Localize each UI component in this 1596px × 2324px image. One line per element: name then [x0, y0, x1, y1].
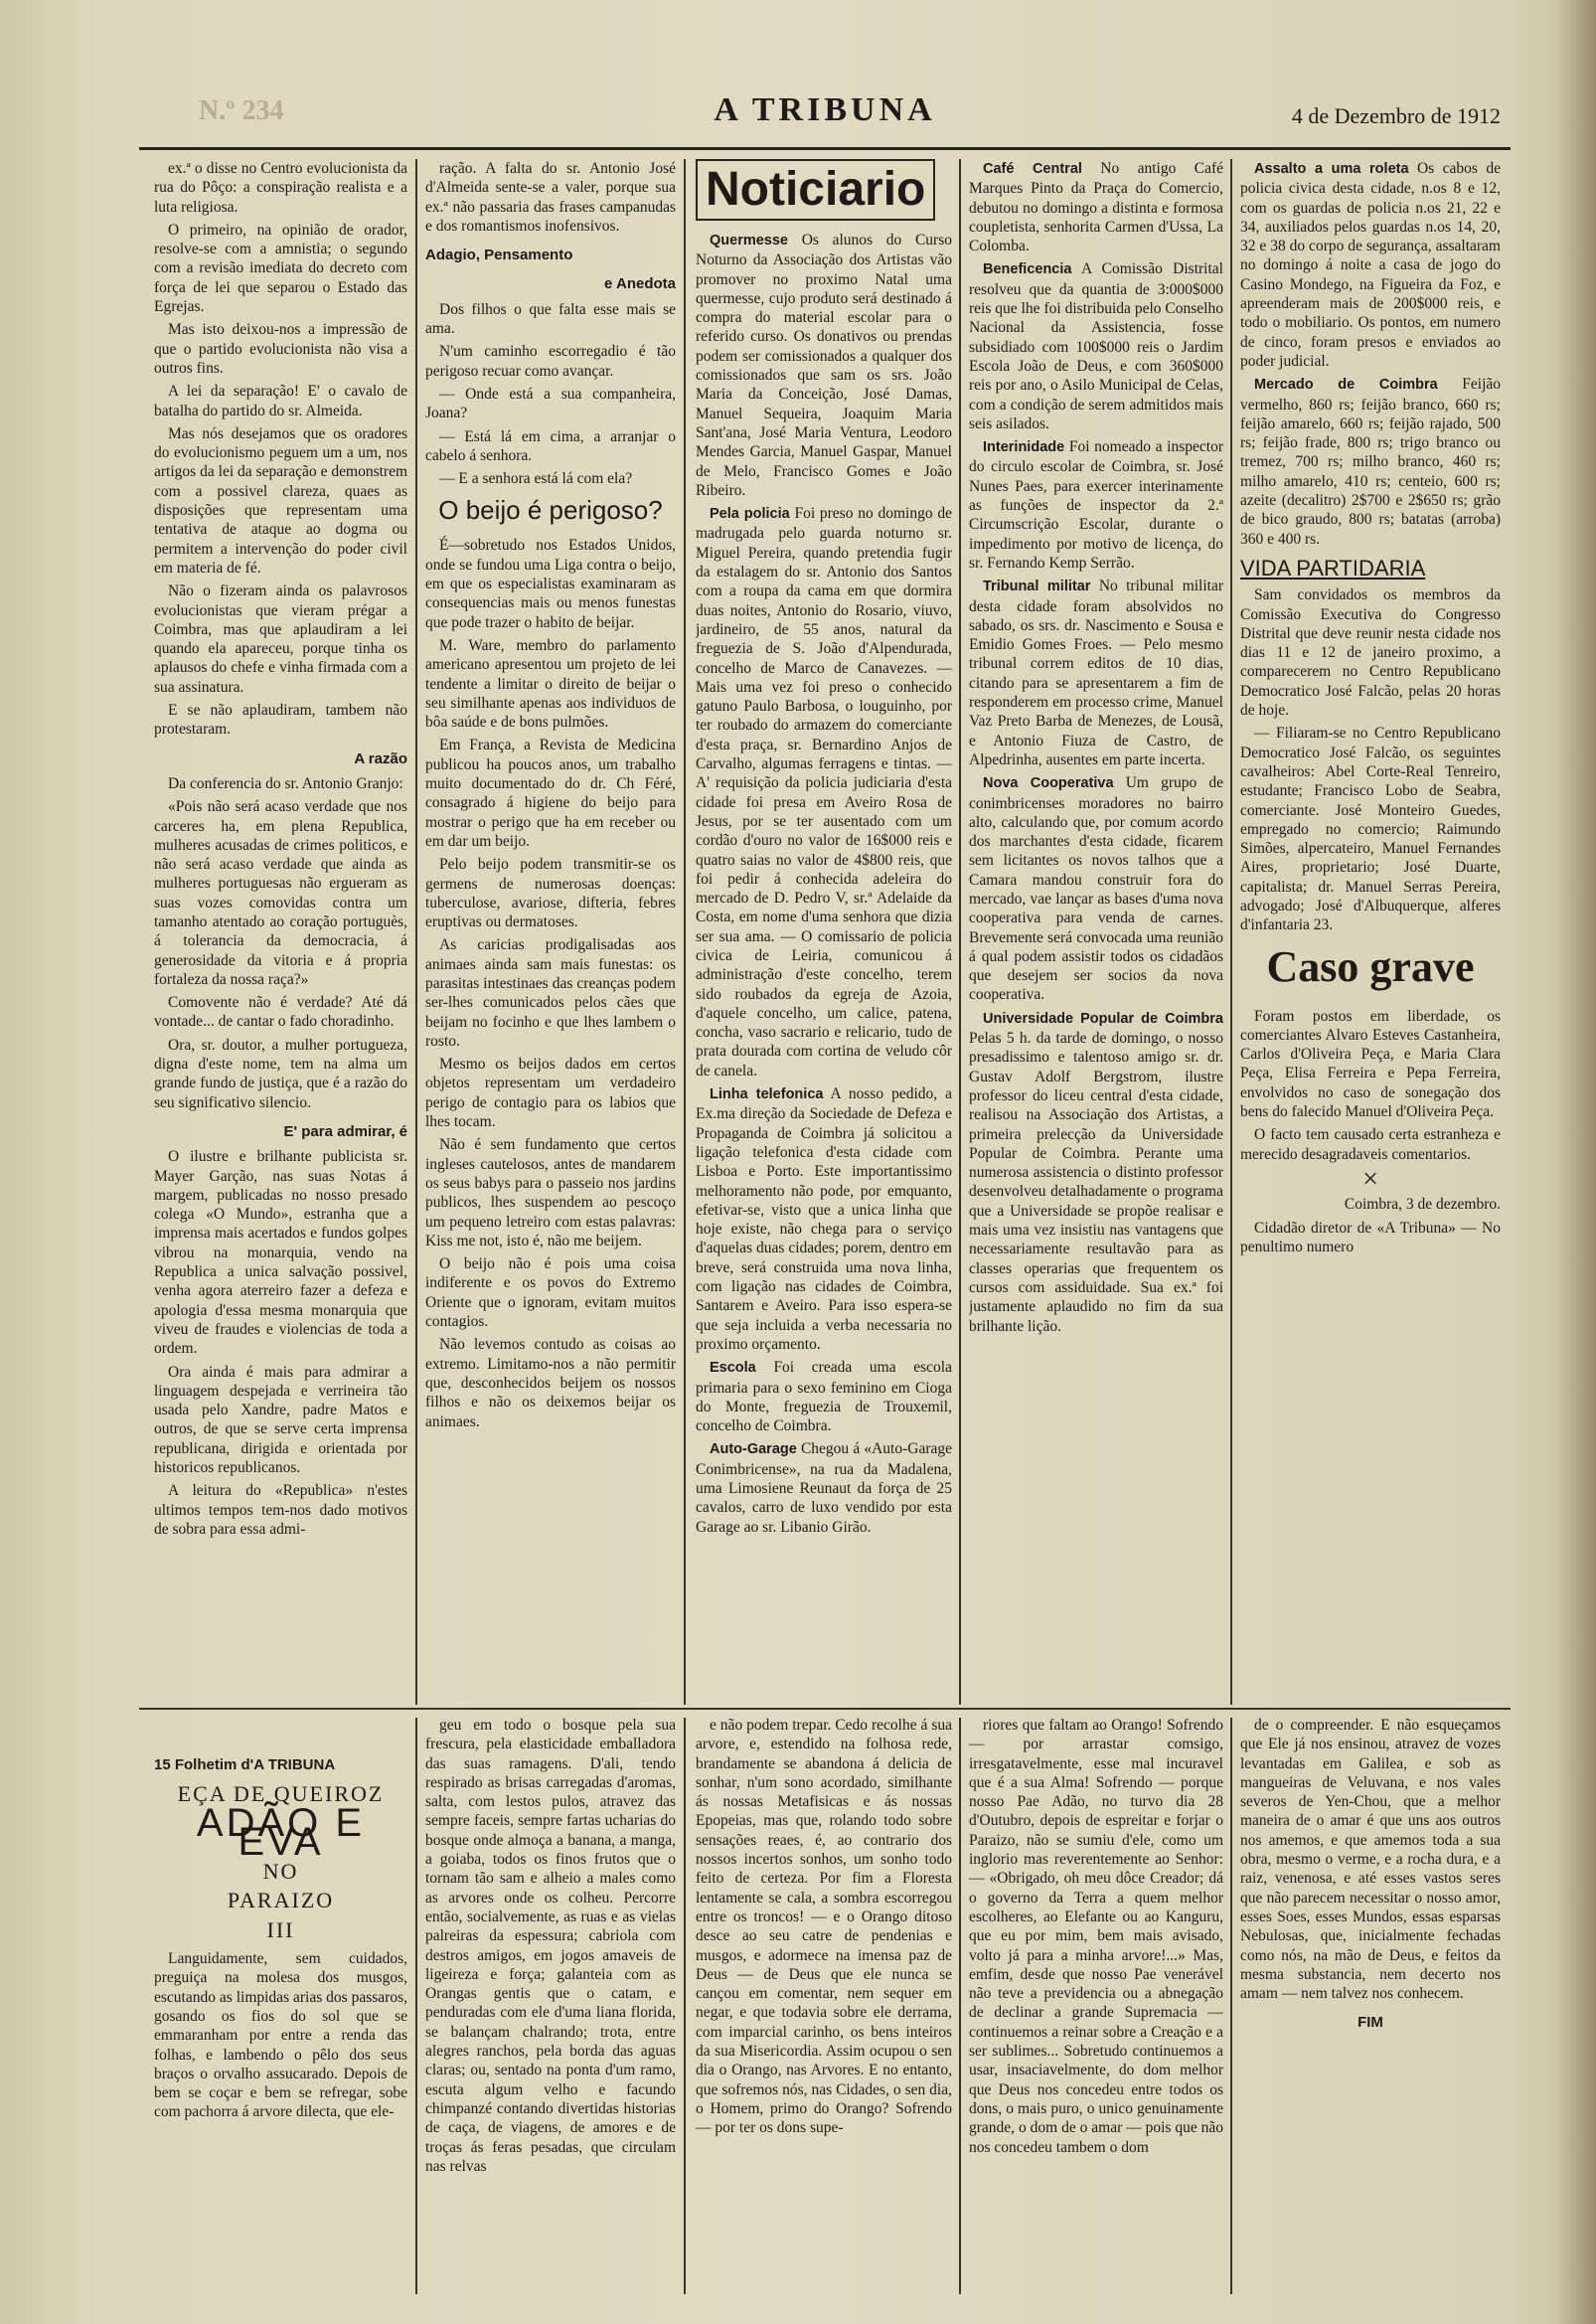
- column-rule: [415, 159, 417, 1705]
- folhetim-column-5: [1240, 1716, 1501, 2302]
- news-text: A nosso pedido, a Ex.ma direção da Sociedade de Defeza e Propaganda de Coimbra já solicitou a ligação telefonica d'esta cidade com Lisboa e Porto. Este importantissimo melhoramento não pode, por emquanto, efetivar-se, visto que a unica linha que hoje existe, não chega para o serviço d'aquelas duas cidades; porem, dentro em breve, será construida uma nova linha, com ligação nas cidades de Coimbra, Santarem e Aveiro. Para isso espera-se que seja incluida a verba necessaria no proximo orçamento.: [696, 1085, 952, 1353]
- issue-date: 4 de Dezembro de 1912: [1291, 103, 1501, 128]
- paragraph: O facto tem causado certa estranheza e merecido desagradaveis comentarios.: [1240, 1126, 1501, 1163]
- news-item: [969, 159, 1223, 255]
- column-1: [154, 159, 407, 1700]
- folhetim-title: ADÃO E EVA: [196, 1800, 366, 1864]
- column-rule: [959, 159, 961, 1705]
- news-item: [696, 504, 952, 1080]
- news-label: Quermesse: [710, 233, 788, 249]
- news-item: [969, 577, 1223, 769]
- folhetim-header: 15 Folhetim d'A TRIBUNA: [154, 1756, 336, 1773]
- paragraph: O beijo não é pois uma coisa indiferente e os povos do Extremo Oriente que o ignoram, evitam muitos contagios.: [425, 1255, 676, 1331]
- column-rule: [1230, 159, 1232, 1705]
- paragraph: — E a senhora está lá com ela?: [439, 470, 633, 488]
- paragraph: É—sobretudo nos Estados Unidos, onde se fundou uma Liga contra o beijo, em que os especialistas examinaram as consequencias mais ou menos funestas que pode trazer o habito de beijar.: [425, 537, 676, 631]
- news-text: Um grupo de conimbricenses moradores no bairro alto, calculando que, por comum acordo dos marchantes d'esta cidade, ficarem sem licitantes os novos talhos que a Camara mandou construir fora do mercado, vae lançar as bases d'uma nova cooperativa para venda de carnes. Brevemente será convocada uma reunião á qual podem assistir todos os cidadãos que desejem ser socios da nova cooperativa.: [969, 774, 1223, 1004]
- paragraph: A lei da separação! E' o cavalo de batalha do partido do sr. Almeida.: [154, 383, 407, 419]
- paragraph: Não o fizeram ainda os palavrosos evolucionistas que vieram prégar a Coimbra, mas que aplaudiram a lei quando ela apareceu, porque tinha os aplausos do chefe e vinha firmada com a sua assinatura.: [154, 582, 407, 696]
- column-2: [425, 159, 676, 1700]
- news-item: [696, 1439, 952, 1536]
- page-marker: N.º 234: [199, 95, 284, 126]
- news-text: Os alunos do Curso Noturno da Associação dos Artistas vão promover no proximo Natal uma quermesse, cujo produto será destinado á compra do material escolar para o referido curso. Os donativos ou prendas podem ser comissionados a qualquer dos comissionados que sam os srs. João Maria da Conceição, José Damas, Manuel Sequeira, Joaquim Maria Sant'ana, José Maria Ventura, Leodoro Mendes Garcia, Manuel Gaspar, Manuel de Melo, Francisco Gomes e João Ribeiro.: [696, 232, 952, 499]
- paragraph: Dos filhos o que falta esse mais se ama.: [425, 300, 676, 338]
- news-label: Nova Cooperativa: [983, 775, 1114, 792]
- news-item: [696, 231, 952, 500]
- section-title-noticiario: Noticiario: [696, 159, 935, 221]
- paragraph: Languidamente, sem cuidados, preguiça na molesa dos musgos, escutando as limpidas arias dos passaros, gosando os fios do sol que se emmaranham por entre a renda das folhas, e lambendo o pêlo dos seus braços o orvalho assucarado. Depois de bem se coçar e bem se refregar, sobe com pachorra á arvore dilecta, que ele-: [154, 1950, 407, 2121]
- news-item: [696, 1358, 952, 1435]
- paragraph: O primeiro, na opinião de orador, resolve-se com a amnistia; o segundo com a revisão imediata do decreto com força de lei que separou o Estado das Egrejas.: [154, 221, 407, 316]
- paragraph: Foram postos em liberdade, os comerciantes Alvaro Esteves Castanheira, Carlos d'Oliveira Peça, e Maria Clara Peça, Elisa Ferreira e Pepa Ferreira, envolvidos no caso de sonegação dos bens do falecido Manuel d'Oliveira Peça.: [1240, 1007, 1501, 1121]
- paragraph: O ilustre e brilhante publicista sr. Mayer Garção, nas suas Notas á margem, publicadas no nosso presado colega «O Mundo», estranha que a imprensa mais acertados e fundos golpes vibrou na monarquia, vendo na Republica a unica salvação possivel, venha agora aterreiro fazer a defeza e apologia d'essa mesma monarquia que viveu de fraudes e violencias de toda a ordem.: [154, 1148, 407, 1358]
- folhetim-column-1: [154, 1745, 407, 2302]
- news-text: A Comissão Distrital resolveu que da quantia de 3:000$000 reis que lhe foi distribuida pelo Conselho Nacional da Assistencia, fosse subsidiado com 100$000 reis o Jardim Escola João de Deus, e com 360$000 reis por ano, o Asilo Municipal de Celas, com a condição de serem admitidos mais seis asilados.: [969, 260, 1223, 432]
- folhetim-author: EÇA DE QUEIROZ: [177, 1781, 385, 1807]
- paragraph: N'um caminho escorregadio é tão perigoso recuar como avançar.: [425, 343, 676, 380]
- paragraph: de o compreender. E não esqueçamos que Ele já nos ensinou, atravez de vozes levantadas em Galilea, e sob as mangueiras de Veluvana, e nos vales severos de Yen-Chou, que a melhor maneira de o amar é que uns aos outros nos amemos, e que amemos toda a sua obra, mesmo o verme, e a rocha dura, e a raiz, venenosa, e até esses vastos seres que não parecem necessitar o nosso amor, esses Soes, esses Mundos, essas esparsas Nebulosas, que, inicialmente fechadas como nós, na mão de Deus, e feitos da mesma substancia, nem decerto nos amam — nem talvez nos conhecem.: [1240, 1717, 1501, 2003]
- paragraph: A leitura do «Republica» n'estes ultimos tempos tem-nos dado motivos de sobra para essa admi-: [154, 1482, 407, 1538]
- news-label: Tribunal militar: [983, 579, 1091, 595]
- paragraph: E se não aplaudiram, tambem não protestaram.: [154, 702, 407, 739]
- folhetim-rule: [139, 1708, 1511, 1710]
- news-item: [969, 773, 1223, 1005]
- news-label: Escola: [710, 1360, 756, 1377]
- news-text: Pelas 5 h. da tarde de domingo, o nosso presadissimo e talentoso amigo sr. dr. Gustav Adolf Bergstrom, ilustre professor do liceu central d'esta cidade, realisou na Associação dos Artistas, a primeira prelecção da Universidade Popular de Coimbra. Perante uma numerosa assistencia o distinto professor desenvolveu detalhadamente o programa que a Universidade se propõe realisar e mais uma vez insistiu nas vantagens que necessariamente resultavão para as classes operarias que frequentem os cursos com assiduidade. Sua ex.ª foi justamente aplaudido no fim da sua brilhante lição.: [969, 1030, 1223, 1335]
- column-4: [969, 159, 1223, 1700]
- news-item: [969, 437, 1223, 573]
- paragraph: Da conferencia do sr. Antonio Granjo:: [168, 774, 403, 792]
- news-text: Feijão vermelho, 860 rs; feijão branco, 660 rs; feijão amarelo, 660 rs; feijão rajado, 500 rs; feijão frade, 800 rs; trigo branco ou tremez, 700 rs; milho branco, 460 rs; milho amarelo, 410 rs; centeio, 600 rs; azeite (decalitro) 2$700 e 2$650 rs; grão de bico graudo, 800 rs; batatas (arroba) 360 e 400 rs.: [1240, 376, 1501, 548]
- news-item: [696, 1084, 952, 1354]
- folhetim-no: NO: [262, 1859, 299, 1885]
- paragraph: Ora, sr. doutor, a mulher portugueza, digna d'este nome, tem na alma um grande fundo de justiça, que é a razão do seu significativo silencio.: [154, 1036, 407, 1111]
- paragraph: geu em todo o bosque pela sua frescura, pela elasticidade emballadora das suas ramagens. D'ali, tendo respirado as brisas carregadas d'aromas, salta, com lestos pulos, atravez das sempre faceis, sempre fartas ucharias do bosque onde almoça a banana, a manga, a goiaba, todos os finos frutos que o tornam tão sam e alheio a males como as arvores onde os colheu. Percorre então, socialvemente, as ruas e as vielas palreiras da espessura; cabriola com destros amigos, em jogos amaveis de ligeireza e força; galanteia com as Orangas gentis que o catam, e penduradas com ele d'uma liana florida, se balançam chalrando; trota, entre alegres ranchos, pela borda das aguas claras; ou, sentado na ponta d'um ramo, escuta algum velho e facundo chimpanzé contando divertidas historias de caça, de viagens, de amores e de troças ás feras pesadas, que circulam nas relvas: [425, 1717, 676, 2175]
- news-label: Universidade Popular de Coimbra: [983, 1010, 1223, 1027]
- column-rule: [1230, 1718, 1232, 2294]
- paragraph: ração. A falta do sr. Antonio José d'Almeida sente-se a valer, porque sua ex.ª não passaria das frases campanudas e dos romantismos inofensivos.: [425, 160, 676, 235]
- news-text: Foi preso no domingo de madrugada pelo guarda noturno sr. Miguel Pereira, quando pretendia fugir da estalagem do sr. Antonio dos Santos com a roupa da cama em que dormira duas noites, Antonio do Rosario, viuvo, jardineiro, de 55 anos, natural da freguezia de S. João d'Alpendurada, concelho de Marco de Canavezes. — Mais uma vez foi preso o conhecido gatuno Paulo Barbosa, o louguinho, por ter roubado do armazem do comerciante d'esta praça, sr. Bernardino Anjos de Carvalho, algumas ferragens e tintas. — A' requisição da policia judiciaria d'esta cidade foi presa em Aveiro Rosa de Jesus, por se ter ausentado com um cordão d'ouro no valor de 16$000 reis e quatro saias no valor de 4$800 reis, que foi pedir á conhecida adeleira do mercado de D. Pedro V, sr.ª Adelaide da Costa, em nome d'uma senhora que dizia ser sua ama. — O comissario de policia civica de Leiria, comunicou á administração d'este concelho, terem sido roubados da egreja de Azoia, d'aquele concelho, um calice, patena, concha, vaso sacrario e relicario, tudo de prata dourada com cortina de veludo côr de canela.: [696, 505, 952, 1079]
- news-label: Linha telefonica: [710, 1086, 824, 1103]
- paragraph: e não podem trepar. Cedo recolhe á sua arvore, e, estendido na folhosa rede, brandamente se abandona á delicia de sonhar, n'um sono acordado, similhante ás nossas Metafisicas e ás nossas Epopeias, mas que, rolando todo sobre sensações reaes, é, ao contrario dos nossos incertos sonhos, um sonho todo feito de certeza. Por fim a Floresta lentamente se cala, a sombra escorregou entre os troncos! — e o Orango ditoso desce ao seu catre de pendenias e musgos, e adormece na imensa paz de Deus — de Deus que ele nunca se cançou em comentar, nem sequer em negar, e que todavia sobre ele derrama, com imparcial carinho, os bens inteiros da sua Misericordia. Assim ocupou o sen dia o Orango, nas Arvores. E no entanto, que sofremos nós, nas Cidades, o sen dia, o Homem, primo do Orango? Sofrendo — por ter os dons supe-: [696, 1717, 952, 2137]
- section-heading: Adagio, Pensamento: [425, 247, 573, 264]
- column-3: [696, 159, 952, 1700]
- article-title: O beijo é perigoso?: [438, 495, 663, 526]
- news-item: [969, 259, 1223, 433]
- page-edge-shadow: [1556, 0, 1596, 2324]
- column-rule: [415, 1718, 417, 2294]
- news-label: Mercado de Coimbra: [1254, 377, 1438, 394]
- folhetim-end: FIM: [1357, 2014, 1383, 2032]
- folhetim-chapter: III: [266, 1916, 295, 1942]
- article-title-caso-grave: Caso grave: [1266, 941, 1475, 991]
- news-text: No tribunal militar desta cidade foram absolvidos no sabado, os srs. dr. Nascimento e Sousa e Emidio Gomes Froes. — Pelo mesmo tribunal correm editos de 10 dias, citando para se apresentarem a fim de responderem em processo crime, Manuel Vaz Preto Barba de Menezes, de Lousã, e Antonio Fiuza de Castro, de Alpedrinha, ausentes em parte incerta.: [969, 578, 1223, 768]
- paragraph: Mas nós desejamos que os oradores do evolucionismo peguem um a um, nos artigos da lei da separação e demonstrem com a possivel clareza, quaes as disposições que representam uma tentativa de ataque ao dogma ou permitem a intervenção do poder civil em materia de fé.: [154, 424, 407, 577]
- news-label: Assalto a uma roleta: [1254, 161, 1409, 177]
- news-label: Auto-Garage: [710, 1441, 797, 1458]
- folhetim-paraizo: PARAIZO: [227, 1888, 335, 1913]
- news-label: Pela policia: [710, 506, 790, 523]
- paragraph: M. Ware, membro do parlamento americano apresentou um projeto de lei tendente a limitar o direito de beijar o seu similhante apenas aos individuos de bôa saúde e de bons pulmões.: [425, 636, 676, 732]
- masthead-rule: [139, 147, 1511, 150]
- news-label: Interinidade: [983, 439, 1065, 456]
- news-item: [1240, 159, 1501, 371]
- paragraph: — Filiaram-se no Centro Republicano Democratico José Falcão, os seguintes cavalheiros: Abel Corte-Real Tenreiro, estudante; Francisco Lobo de Seabra, comerciante. José Monteiro Guedes, empregado no comercio; Raimundo Simões, alpercateiro, Manuel Fernandes Aires, proprietario; José Duarte, capitalista; dr. Manuel Serras Pereira, advogado; José d'Albuquerque, alferes d'infantaria 23.: [1240, 725, 1501, 934]
- column-rule: [684, 159, 686, 1705]
- folhetim-column-2: [425, 1716, 676, 2302]
- paragraph: As caricias prodigalisadas aos animaes ainda sam mais funestas: os parasitas intestinaes das creanças podem ser-lhes comunicados pelos cães que beijam no focinho e que lhes lambem o rosto.: [425, 936, 676, 1050]
- paragraph: «Pois não será acaso verdade que nos carceres ha, em plena Republica, mulheres acusadas de crimes politicos, e não será acaso verdade que ainda as mulheres portuguesas não ergueram as suas vozes comovidas contra um tamanho atentado ao coração portuguès, á tolerancia da democracia, á generosidade da vitoria e á propria fortaleza da nossa raça?»: [154, 798, 407, 988]
- paragraph: Comovente não é verdade? Até dá vontade... de cantar o fado choradinho.: [154, 994, 407, 1031]
- news-text: No antigo Café Marques Pinto da Praça do Comercio, debutou no domingo a distinta e formosa coupletista, senhorita Carmen d'Ussa, La Colomba.: [969, 160, 1223, 255]
- paragraph: Não levemos contudo as coisas ao extremo. Limitamo-nos a não permitir que, desconhecidos beijem os nossos filhos e não os deixemos beijar os animaes.: [425, 1336, 676, 1430]
- section-heading: e Anedota: [604, 275, 676, 293]
- news-text: Foi creada uma escola primaria para o sexo feminino em Cioga do Monte, freguezia de Trouxemil, concelho de Coimbra.: [696, 1359, 952, 1435]
- paragraph: Mesmo os beijos dados em certos objetos representam um verdadeiro perigo de contagio para os labios que lhes tocam.: [425, 1056, 676, 1131]
- section-heading: A razão: [354, 749, 407, 767]
- masthead: [119, 91, 1501, 141]
- news-text: Foi nomeado a inspector do circulo escolar de Coimbra, sr. José Nunes Paes, para exercer interinamente as funções de inspector da 2.ª Circumscrição Escolar, durante o impedimento por motivo de licença, do sr. Fernando Kemp Serrão.: [969, 438, 1223, 572]
- newspaper-title: A TRIBUNA: [714, 91, 936, 128]
- paragraph: Mas isto deixou-nos a impressão de que o partido evolucionista não visa a outros fins.: [154, 321, 407, 377]
- folhetim-column-4: [969, 1716, 1223, 2302]
- paragraph: Sam convidados os membros da Comissão Executiva do Congresso Distrital que deve reunir nesta cidade nos dias 11 e 12 de janeiro proximo, a comparecerem no Centro Republicano Democratico José Falcão, pelas 20 horas de hoje.: [1240, 586, 1501, 720]
- paragraph: riores que faltam ao Orango! Sofrendo — por arrastar comsigo, irresgatavelmente, esse mal incuravel que é a sua Alma! Sofrendo — porque nosso Pae Adão, no turvo dia 28 d'Outubro, depois de espreitar e forjar o Paraizo, não se sumiu d'ele, como um inglorio mas reverentemente ao Senhor: — «Obrigado, oh meu dôce Creador; dá o governo da Terra a quem melhor escolheres, ao Elefante ou ao Kanguru, que eu por mim, bem mais avisado, volto já para a minha arvore!...» Mas, emfim, desde que nosso Pae venerável não teve a previdencia ou a abnegação de declinar a grande Supremacia — continuemos a reinar sobre a Creação e a ser sublimes... Sobretudo continuemos a usar, insaciavelmente, do dom melhor que Deus nos concedeu entre todos os dons, o mais puro, o unico genuinamente grande, o dom de o amar — pois que não nos concedeu tambem o dom: [969, 1717, 1223, 2156]
- column-rule: [684, 1718, 686, 2294]
- news-item: [969, 1009, 1223, 1336]
- separator-cross: ×: [1362, 1163, 1378, 1195]
- news-label: Café Central: [983, 161, 1082, 177]
- news-label: Beneficencia: [983, 261, 1072, 278]
- section-heading: E' para admirar, é: [283, 1122, 407, 1140]
- section-title-vida-partidaria: VIDA PARTIDARIA: [1240, 555, 1426, 581]
- news-text: Chegou á «Auto-Garage Conimbricense», na rua da Madalena, uma Limosiene Reunaut da força de 25 cavalos, carro de luxo vendido por esta Garage ao sr. Libanio Girão.: [696, 1440, 952, 1536]
- paragraph: — Está lá em cima, a arranjar o cabelo á senhora.: [425, 427, 676, 464]
- paragraph: ex.ª o disse no Centro evolucionista da rua do Pôço: a conspiração realista e a luta religiosa.: [154, 160, 407, 216]
- folhetim-column-3: [696, 1716, 952, 2302]
- news-item: [1240, 375, 1501, 549]
- paragraph: Não é sem fundamento que certos ingleses cautelosos, antes de mandarem os seus babys para o passeio nos jardins publicos, lhes suspendem ao pescoço um pequeno letreiro com estas palavras: Kiss me not, isto é, não me beijem.: [425, 1136, 676, 1249]
- column-rule: [959, 1718, 961, 2294]
- news-text: Os cabos de policia civica desta cidade, n.os 8 e 12, com os guardas de policia n.os 21, 22 e 34, auxiliados pelos guardas n.os 14, 20, 32 e 38 do corpo de segurança, assaltaram no domingo á noite a casa de jogo do Casino Mondego, na Figueira da Foz, e apreenderam mais de 200$000 reis, e todo o mobiliario. Os pontos, em numero de cinco, foram presos e enviados ao poder judicial.: [1240, 160, 1501, 370]
- paragraph: Em França, a Revista de Medicina publicou ha poucos anos, um trabalho muito documentado do dr. Ch Féré, consagrado á higiene do beijo para mostrar o perigo que ha em receber ou em dar um beijo.: [425, 737, 676, 850]
- paragraph: Pelo beijo podem transmitir-se os germens de numerosas doenças: tuberculose, avariose, difteria, febres eruptivas ou dermatoses.: [425, 856, 676, 931]
- paragraph: Cidadão diretor de «A Tribuna» — No penultimo numero: [1240, 1219, 1501, 1255]
- column-5: [1240, 159, 1501, 1700]
- dateline: Coimbra, 3 de dezembro.: [1344, 1196, 1501, 1214]
- paragraph: — Onde está a sua companheira, Joana?: [425, 385, 676, 422]
- paragraph: Ora ainda é mais para admirar a linguagem despejada e verrineira tão usada pelo Xandre, padre Matos e outros, de que se serve certa imprensa republicana, dirigida e orientada por historicos republicanos.: [154, 1363, 407, 1476]
